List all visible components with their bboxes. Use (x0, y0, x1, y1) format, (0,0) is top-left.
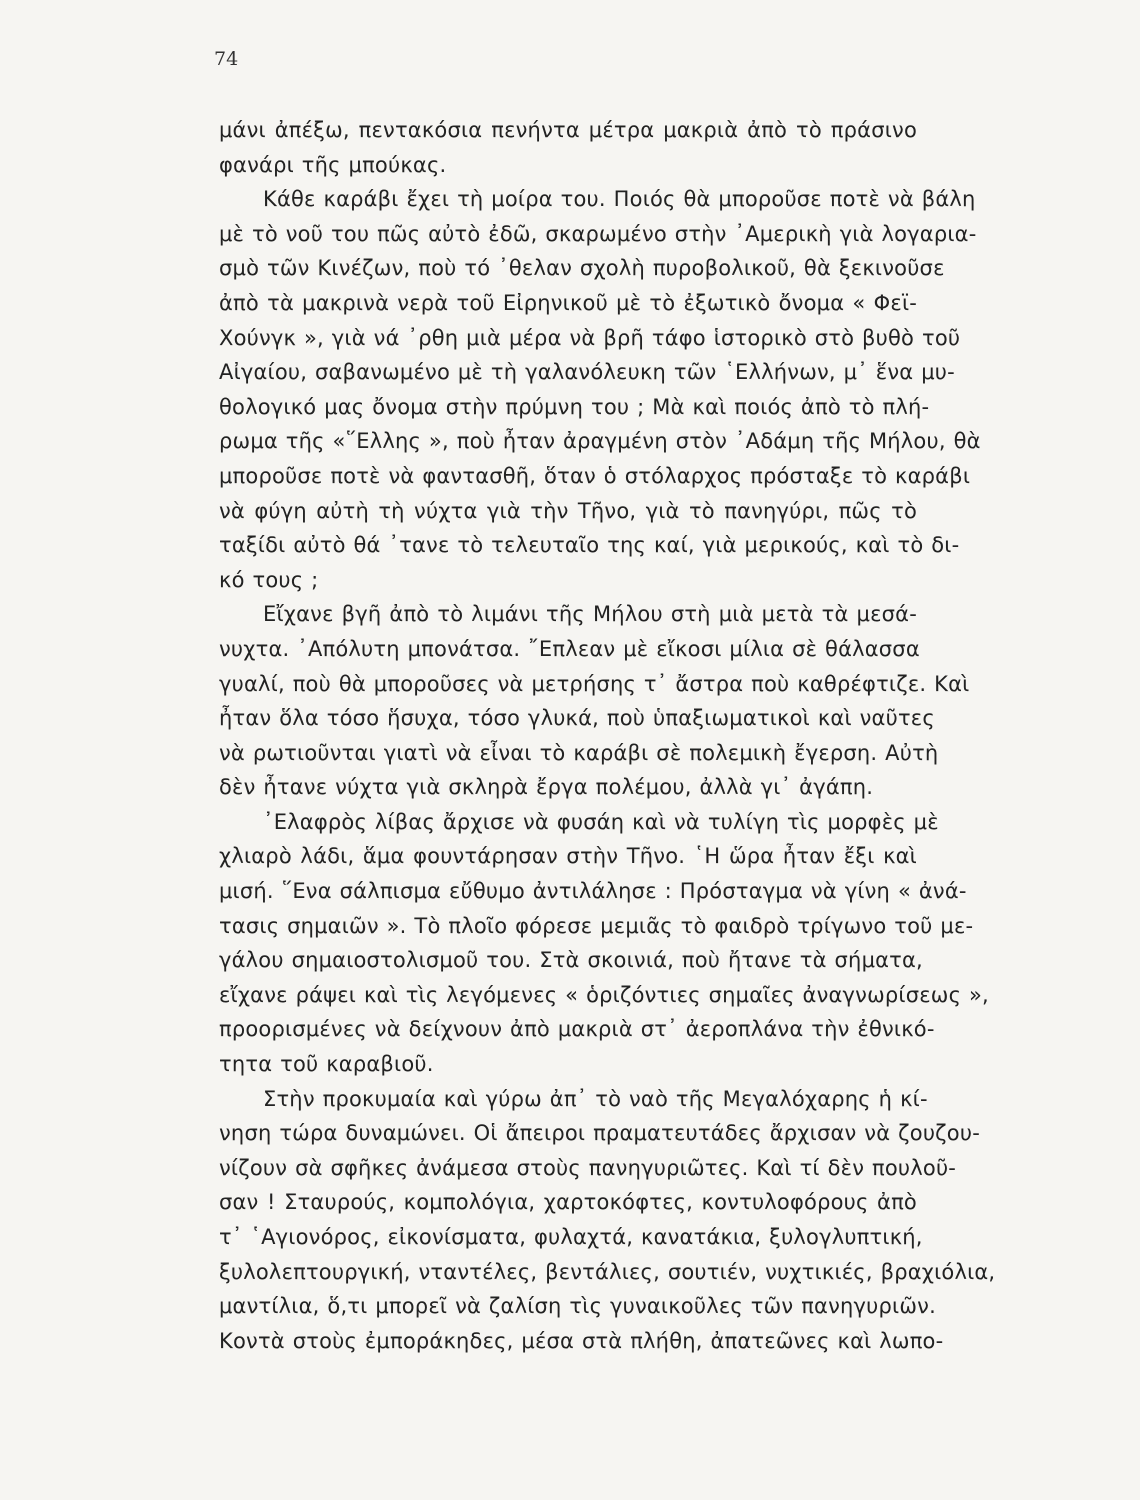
text-line: τασις σημαιῶν ». Τὸ πλοῖο φόρεσε μεμιᾶς τὸ φαιδρὸ τρίγωνο τοῦ με- (219, 913, 974, 938)
text-line: μὲ τὸ νοῦ του πῶς αὐτὸ ἐδῶ, σκαρωμένο στὴν ᾿Αμερικὴ γιὰ λογαρια- (219, 221, 977, 246)
text-line: μάνι ἀπέξω, πεντακόσια πενήντα μέτρα μακριὰ ἀπὸ τὸ πράσινο (219, 118, 917, 142)
text-line: ᾿Ελαφρὸς λίβας ἄρχισε νὰ φυσάη καὶ νὰ τυλίγη τὶς μορφὲς μὲ (263, 809, 939, 834)
text-line: γάλου σημαιοστολισμοῦ του. Στὰ σκοινιά, ποὺ ἤτανε τὰ σήματα, (219, 948, 923, 973)
text-line: εἴχανε ράψει καὶ τὶς λεγόμενες « ὁριζόντιες σημαῖες ἀναγνωρίσεως », (219, 982, 989, 1007)
text-line: Αἰγαίου, σαβανωμένο μὲ τὴ γαλανόλευκη τῶν ῾Ελλήνων, μ᾿ ἕνα μυ- (219, 360, 955, 385)
text-line: μαντίλια, ὅ,τι μπορεῖ νὰ ζαλίση τὶς γυναικοῦλες τῶν πανηγυριῶν. (219, 1294, 936, 1319)
text-line: δὲν ἦτανε νύχτα γιὰ σκληρὰ ἔργα πολέμου, ἀλλὰ γι᾿ ἀγάπη. (219, 775, 874, 800)
text-line: ταξίδι αὐτὸ θά ᾿τανε τὸ τελευταῖο της καί, γιὰ μερικούς, καὶ τὸ δι- (219, 533, 960, 558)
text-line: σαν ! Σταυρούς, κομπολόγια, χαρτοκόφτες, κοντυλοφόρους ἀπὸ (219, 1190, 917, 1215)
text-line: Κοντὰ στοὺς ἐμποράκηδες, μέσα στὰ πλήθη, ἀπατεῶνες καὶ λωπο- (219, 1328, 944, 1353)
text-line: ἀπὸ τὰ μακρινὰ νερὰ τοῦ Εἰρηνικοῦ μὲ τὸ ἐξωτικὸ ὄνομα « Φεϊ- (219, 290, 917, 315)
page-number: 74 (214, 48, 239, 70)
text-line: νὰ φύγη αὐτὴ τὴ νύχτα γιὰ τὴν Τῆνο, γιὰ τὸ πανηγύρι, πῶς τὸ (219, 498, 917, 523)
text-line: ἦταν ὅλα τόσο ἥσυχα, τόσο γλυκά, ποὺ ὑπαξιωματικοὶ καὶ ναῦτες (219, 706, 935, 731)
text-line: χλιαρὸ λάδι, ἅμα φουντάρησαν στὴν Τῆνο. ῾Η ὥρα ἦταν ἔξι καὶ (219, 844, 917, 869)
text-line: Εἴχανε βγῆ ἀπὸ τὸ λιμάνι τῆς Μήλου στὴ μιὰ μετὰ τὰ μεσά- (263, 602, 917, 627)
text-line: ρωμα τῆς «῞Ελλης », ποὺ ἦταν ἀραγμένη στὸν ᾿Αδάμη τῆς Μήλου, θὰ (219, 429, 981, 454)
text-line: Στὴν προκυμαία καὶ γύρω ἀπ᾿ τὸ ναὸ τῆς Μεγαλόχαρης ἡ κί- (263, 1086, 928, 1111)
text-line: τητα τοῦ καραβιοῦ. (219, 1052, 434, 1077)
text-line: νυχτα. ᾿Απόλυτη μπονάτσα. ῎Επλεαν μὲ εἴκοσι μίλια σὲ θάλασσα (219, 636, 920, 661)
text-line: τ᾿ ῾Αγιονόρος, εἰκονίσματα, φυλαχτά, κανατάκια, ξυλογλυπτική, (219, 1225, 923, 1249)
text-line: νίζουν σὰ σφῆκες ἀνάμεσα στοὺς πανηγυριῶτες. Καὶ τί δὲν πουλοῦ- (219, 1155, 957, 1180)
text-line: θολογικό μας ὄνομα στὴν πρύμνη του ; Μὰ καὶ ποιός ἀπὸ τὸ πλή- (219, 394, 930, 419)
text-line: γυαλί, ποὺ θὰ μποροῦσες νὰ μετρήσης τ᾿ ἄστρα ποὺ καθρέφτιζε. Καὶ (219, 671, 970, 696)
text-line: νὰ ρωτιοῦνται γιατὶ νὰ εἶναι τὸ καράβι σὲ πολεμικὴ ἔγερση. Αὐτὴ (219, 740, 939, 765)
text-line: ξυλολεπτουργική, νταντέλες, βεντάλιες, σουτιέν, νυχτικιές, βραχιόλια, (219, 1259, 996, 1284)
text-line: μισή. ῞Ενα σάλπισμα εὔθυμο ἀντιλάλησε : Πρόσταγμα νὰ γίνη « ἀνά- (219, 879, 967, 904)
body-text (219, 113, 996, 1358)
text-line: σμὸ τῶν Κινέζων, ποὺ τό ᾿θελαν σχολὴ πυροβολικοῦ, θὰ ξεκινοῦσε (219, 256, 945, 281)
text-line: Χούνγκ », γιὰ νά ᾿ρθη μιὰ μέρα νὰ βρῆ τάφο ἱστορικὸ στὸ βυθὸ τοῦ (219, 325, 961, 350)
text-line: προορισμένες νὰ δείχνουν ἀπὸ μακριὰ στ᾿ ἀεροπλάνα τὴν ἐθνικό- (219, 1017, 935, 1042)
text-line: φανάρι τῆς μπούκας. (219, 152, 447, 177)
text-line: μποροῦσε ποτὲ νὰ φαντασθῆ, ὅταν ὁ στόλαρχος πρόσταξε τὸ καράβι (219, 463, 971, 488)
text-line: νηση τώρα δυναμώνει. Οἱ ἄπειροι πραματευτάδες ἄρχισαν νὰ ζουζου- (219, 1121, 980, 1146)
text-line: κό τους ; (219, 567, 319, 592)
text-line: Κάθε καράβι ἔχει τὴ μοίρα του. Ποιός θὰ μποροῦσε ποτὲ νὰ βάλη (263, 187, 976, 212)
